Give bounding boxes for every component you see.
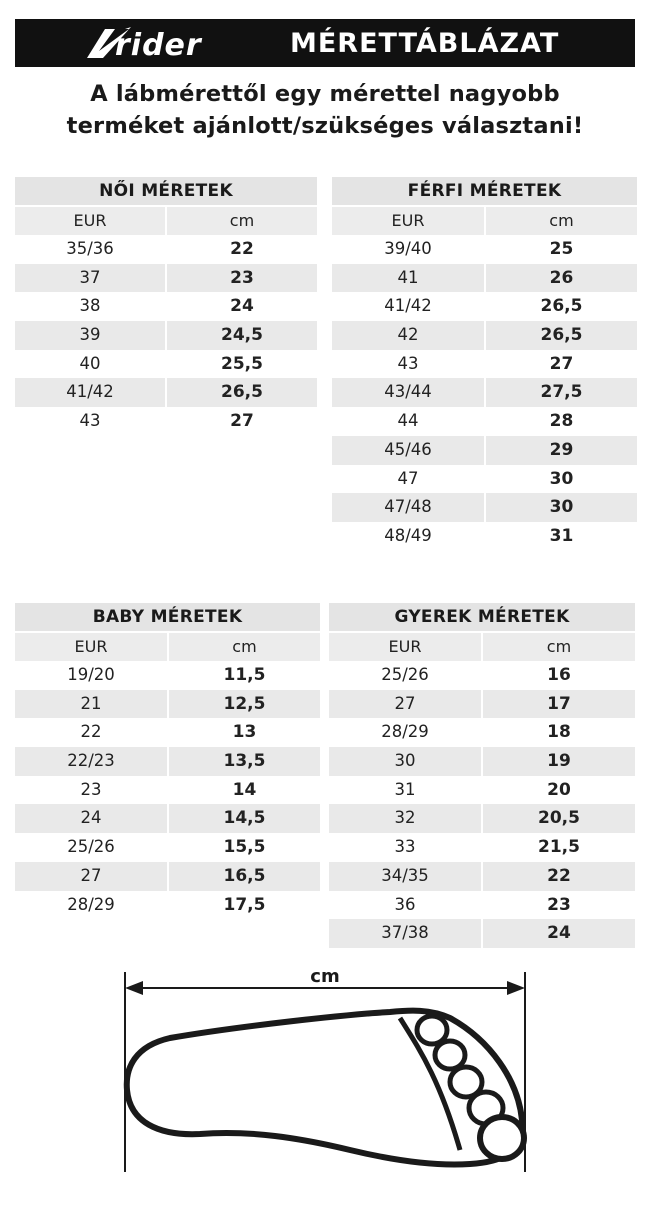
table-row xyxy=(332,493,637,522)
eur-cell: 28/29 xyxy=(67,894,115,914)
cm-cell: 12,5 xyxy=(169,690,320,719)
cm-cell: 23 xyxy=(547,894,571,915)
eur-cell: 28/29 xyxy=(381,722,429,742)
cm-cell: 26 xyxy=(486,264,637,293)
men-size-table xyxy=(332,177,637,551)
cm-cell: 26,5 xyxy=(540,296,583,317)
toe-2 xyxy=(435,1041,465,1069)
eur-cell: 21 xyxy=(15,690,167,719)
table-row xyxy=(329,891,635,920)
eur-cell: 42 xyxy=(332,321,484,350)
eur-cell: 39 xyxy=(15,321,165,350)
table-row xyxy=(15,321,317,350)
table-row xyxy=(15,891,320,920)
cm-cell: 19 xyxy=(483,747,635,776)
table-row xyxy=(332,235,637,264)
cm-cell: 24,5 xyxy=(167,321,317,350)
eur-cell: 43 xyxy=(79,411,101,431)
women-size-table xyxy=(15,177,317,436)
notice-line-2: terméket ajánlott/szükséges választani! xyxy=(66,113,584,139)
eur-cell: 32 xyxy=(329,804,481,833)
cm-cell: 21,5 xyxy=(538,837,580,858)
column-headers xyxy=(332,207,637,235)
eur-cell: 37/38 xyxy=(329,919,481,948)
rider-logo-text: rider xyxy=(115,28,202,61)
toe-5 xyxy=(480,1117,524,1159)
cm-cell: 24 xyxy=(483,919,635,948)
cm-cell: 27,5 xyxy=(486,378,637,407)
table-title: GYEREK MÉRETEK xyxy=(329,603,635,631)
table-row xyxy=(329,776,635,805)
cm-cell: 29 xyxy=(486,436,637,465)
table-row xyxy=(329,804,635,833)
baby-size-table xyxy=(15,603,320,919)
column-header-cm: cm xyxy=(486,207,637,235)
column-header-cm: cm xyxy=(169,633,320,661)
eur-cell: 35/36 xyxy=(66,239,114,258)
page-title: MÉRETTÁBLÁZAT xyxy=(290,28,560,59)
cm-cell: 20,5 xyxy=(483,804,635,833)
cm-cell: 30 xyxy=(549,468,574,489)
table-row xyxy=(332,321,637,350)
eur-cell: 38 xyxy=(79,296,101,316)
table-row xyxy=(332,378,637,407)
cm-cell: 17,5 xyxy=(223,894,266,915)
eur-cell: 37 xyxy=(15,264,165,293)
foot-outline-icon xyxy=(110,960,540,1190)
cm-cell: 26,5 xyxy=(486,321,637,350)
eur-cell: 30 xyxy=(329,747,481,776)
table-row xyxy=(15,235,317,264)
table-row xyxy=(15,833,320,862)
column-headers xyxy=(15,207,317,235)
eur-cell: 24 xyxy=(15,804,167,833)
cm-cell: 11,5 xyxy=(223,665,266,685)
cm-cell: 14 xyxy=(232,779,257,800)
table-row xyxy=(329,862,635,891)
cm-cell: 16,5 xyxy=(169,862,320,891)
eur-cell: 47 xyxy=(397,468,419,488)
column-header-eur: EUR xyxy=(15,207,165,235)
table-row xyxy=(332,350,637,379)
eur-cell: 43/44 xyxy=(332,378,484,407)
arrow-head-left xyxy=(125,981,143,995)
cm-cell: 27 xyxy=(549,353,574,374)
eur-cell: 43 xyxy=(397,353,419,373)
column-header-eur: EUR xyxy=(332,207,484,235)
eur-cell: 23 xyxy=(80,779,102,799)
table-row xyxy=(15,292,317,321)
eur-cell: 44 xyxy=(397,411,419,431)
table-row xyxy=(332,264,637,293)
column-headers xyxy=(15,633,320,661)
cm-cell: 13,5 xyxy=(169,747,320,776)
column-header-cm: cm xyxy=(167,207,317,235)
cm-cell: 20 xyxy=(547,779,571,800)
table-row xyxy=(15,264,317,293)
table-row xyxy=(15,747,320,776)
eur-cell: 22/23 xyxy=(15,747,167,776)
table-row xyxy=(15,407,317,436)
column-header-eur: EUR xyxy=(329,633,481,661)
table-row xyxy=(15,690,320,719)
table-row xyxy=(329,661,635,690)
table-row xyxy=(15,378,317,407)
eur-cell: 45/46 xyxy=(332,436,484,465)
eur-cell: 27 xyxy=(15,862,167,891)
eur-cell: 19/20 xyxy=(67,665,115,684)
cm-cell: 22 xyxy=(483,862,635,891)
table-row xyxy=(332,522,637,551)
table-row xyxy=(15,862,320,891)
eur-cell: 41/42 xyxy=(384,296,432,316)
eur-cell: 48/49 xyxy=(384,525,432,545)
cm-cell: 30 xyxy=(486,493,637,522)
cm-cell: 23 xyxy=(167,264,317,293)
table-row xyxy=(332,436,637,465)
cm-cell: 13 xyxy=(232,722,257,743)
eur-cell: 34/35 xyxy=(329,862,481,891)
table-row xyxy=(332,465,637,494)
rider-logo xyxy=(85,25,267,61)
toe-1 xyxy=(417,1016,447,1044)
cm-cell: 17 xyxy=(483,690,635,719)
cm-cell: 15,5 xyxy=(223,837,266,858)
table-row xyxy=(15,776,320,805)
table-row xyxy=(332,407,637,436)
cm-cell: 16 xyxy=(547,665,571,685)
cm-cell: 22 xyxy=(230,239,254,259)
notice-line-1: A lábmérettől egy mérettel nagyobb xyxy=(90,81,560,107)
size-notice xyxy=(0,78,650,142)
eur-cell: 40 xyxy=(79,353,101,373)
eur-cell: 41/42 xyxy=(15,378,165,407)
measure-label: cm xyxy=(310,966,340,987)
cm-cell: 26,5 xyxy=(167,378,317,407)
table-row xyxy=(329,718,635,747)
cm-cell: 14,5 xyxy=(169,804,320,833)
eur-cell: 47/48 xyxy=(332,493,484,522)
table-row xyxy=(329,833,635,862)
table-row xyxy=(15,804,320,833)
eur-cell: 33 xyxy=(394,837,416,857)
table-row xyxy=(332,292,637,321)
arrow-head-right xyxy=(507,981,525,995)
eur-cell: 36 xyxy=(394,894,416,914)
table-row xyxy=(15,718,320,747)
table-row xyxy=(15,350,317,379)
table-row xyxy=(329,919,635,948)
eur-cell: 25/26 xyxy=(67,837,115,857)
cm-cell: 27 xyxy=(230,411,254,432)
eur-cell: 27 xyxy=(329,690,481,719)
cm-cell: 25 xyxy=(549,239,574,259)
column-header-cm: cm xyxy=(483,633,635,661)
column-header-eur: EUR xyxy=(15,633,167,661)
cm-cell: 18 xyxy=(547,722,571,743)
table-title: BABY MÉRETEK xyxy=(15,603,320,631)
table-row xyxy=(329,690,635,719)
table-title: FÉRFI MÉRETEK xyxy=(332,177,637,205)
eur-cell: 39/40 xyxy=(384,239,432,258)
eur-cell: 31 xyxy=(394,779,416,799)
eur-cell: 25/26 xyxy=(381,665,429,684)
table-row xyxy=(15,661,320,690)
table-title: NŐI MÉRETEK xyxy=(15,177,317,205)
cm-cell: 31 xyxy=(549,525,574,546)
cm-cell: 28 xyxy=(549,411,574,432)
cm-cell: 25,5 xyxy=(221,353,263,374)
eur-cell: 22 xyxy=(80,722,102,742)
table-row xyxy=(329,747,635,776)
kids-size-table xyxy=(329,603,635,948)
column-headers xyxy=(329,633,635,661)
cm-cell: 24 xyxy=(230,296,254,317)
eur-cell: 41 xyxy=(332,264,484,293)
header-bar xyxy=(15,19,635,67)
